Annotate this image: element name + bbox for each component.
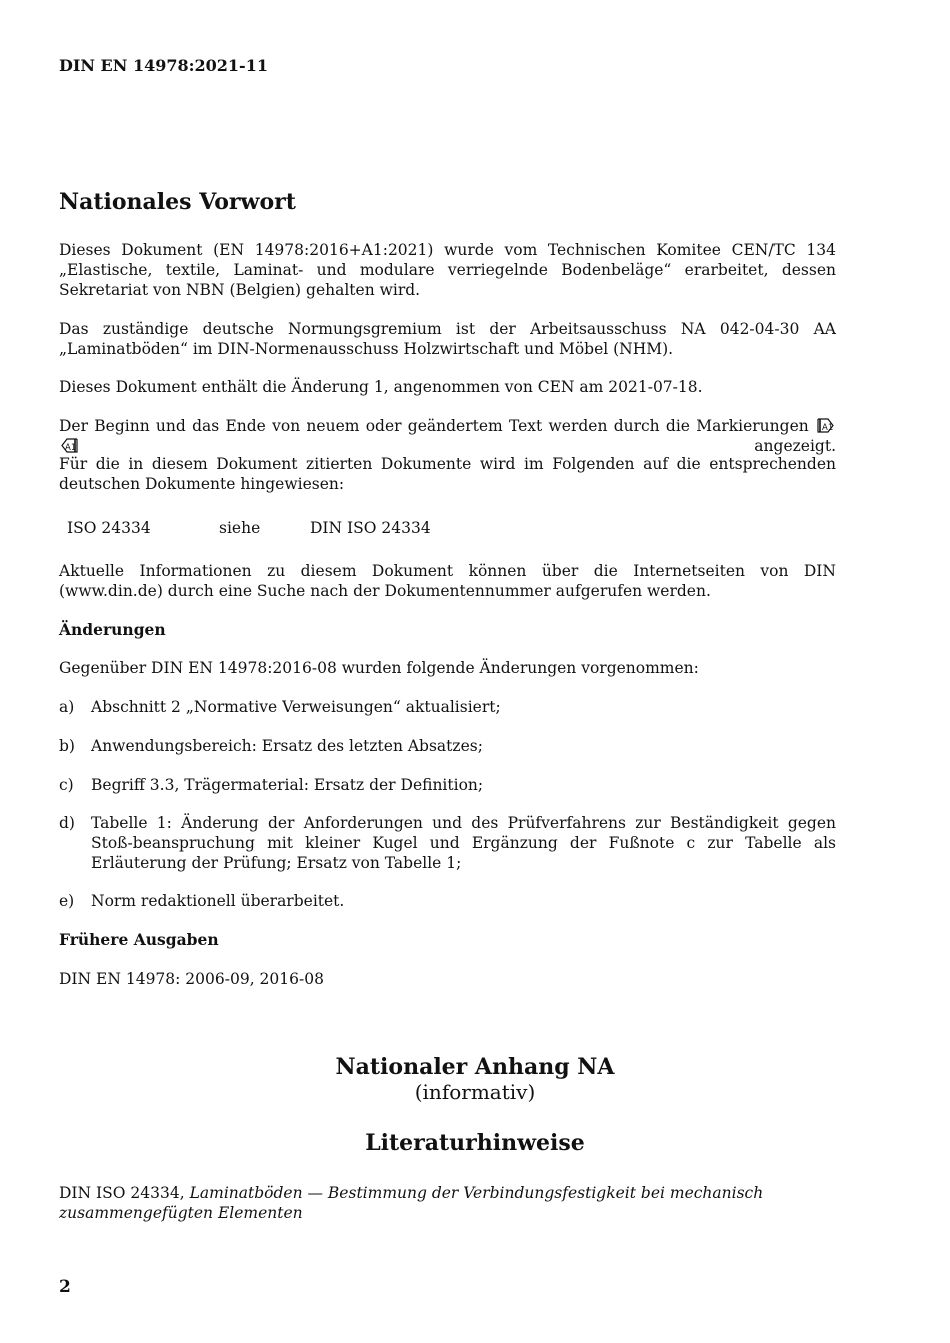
section-title-national-foreword: Nationales Vorwort (59, 189, 296, 215)
document-id-header: DIN EN 14978:2021-11 (59, 56, 268, 75)
paragraph-4-text-before: Der Beginn und das Ende von neuem oder geändertem Text werden durch die Markierungen (59, 417, 809, 435)
foreword-paragraph-5: Für die in diesem Dokument zitierten Dokumente wird im Folgenden auf die entsprechenden deutschen Dokumente hingewiesen: (59, 455, 836, 493)
foreword-paragraph-3: Dieses Dokument enthält die Änderung 1, angenommen von CEN am 2021-07-18. (59, 378, 703, 396)
previous-editions-heading: Frühere Ausgaben (59, 930, 219, 949)
bibliography-ref-title: Laminatböden — Bestimmung der Verbindungsfestigkeit bei mechanisch zusammengefügten Elementen (59, 1184, 764, 1222)
page-number: 2 (59, 1277, 71, 1297)
amendment-start-marker-icon (817, 418, 834, 433)
change-item-text: Abschnitt 2 „Normative Verweisungen“ aktualisiert; (91, 698, 501, 716)
marker-end-label: A1 (65, 443, 77, 453)
change-item-label: e) (59, 892, 75, 910)
marker-start-label: A1 (822, 423, 834, 433)
bibliography-entry (59, 1183, 829, 1223)
amendment-end-marker-icon (61, 438, 78, 453)
foreword-paragraph-4 (59, 416, 836, 456)
changes-intro: Gegenüber DIN EN 14978:2016-08 wurden folgende Änderungen vorgenommen: (59, 659, 699, 677)
change-item-label: a) (59, 698, 75, 716)
annex-title: Nationaler Anhang NA (335, 1054, 615, 1080)
previous-editions-text: DIN EN 14978: 2006-09, 2016-08 (59, 970, 324, 988)
paragraph-4-text-after: angezeigt. (754, 437, 836, 455)
ref-iso-number: ISO 24334 (67, 519, 151, 537)
change-item-text: Anwendungsbereich: Ersatz des letzten Absatzes; (91, 737, 483, 755)
annex-subtitle: (informativ) (414, 1080, 536, 1104)
change-item-label: c) (59, 776, 74, 794)
bibliography-ref-number: DIN ISO 24334, (59, 1184, 185, 1202)
change-item-label: b) (59, 737, 75, 755)
change-item-text: Begriff 3.3, Trägermaterial: Ersatz der Definition; (91, 776, 484, 794)
change-item-text: Norm redaktionell überarbeitet. (91, 892, 345, 910)
changes-heading: Änderungen (59, 620, 166, 639)
ref-see: siehe (219, 519, 261, 537)
foreword-paragraph-2: Das zuständige deutsche Normungsgremium ist der Arbeitsausschuss NA 042-04-30 AA „Laminatböden“ im DIN-Normenausschuss Holzwirtschaft und Möbel (NHM). (59, 320, 836, 358)
change-item-label: d) (59, 814, 75, 832)
foreword-paragraph-6: Aktuelle Informationen zu diesem Dokument können über die Internetseiten von DIN (www.din.de) durch eine Suche nach der Dokumentennummer aufgerufen werden. (59, 562, 836, 600)
bibliography-title: Literaturhinweise (365, 1130, 585, 1156)
foreword-paragraph-1: Dieses Dokument (EN 14978:2016+A1:2021) wurde vom Technischen Komitee CEN/TC 134 „Elastische, textile, Laminat- und modulare verriegelnde Bodenbeläge“ erarbeitet, dessen Sekretariat von NBN (Belgien) gehalten wird. (59, 241, 836, 299)
change-item-text: Tabelle 1: Änderung der Anforderungen und des Prüfverfahrens zur Beständigkeit gegen Stoß-beanspruchung mit kleiner Kugel und Ergänzung der Fußnote c zur Tabelle als Erläuterung der Prüfung; Ersatz von Tabelle 1; (91, 814, 836, 872)
ref-din-number: DIN ISO 24334 (310, 519, 431, 537)
